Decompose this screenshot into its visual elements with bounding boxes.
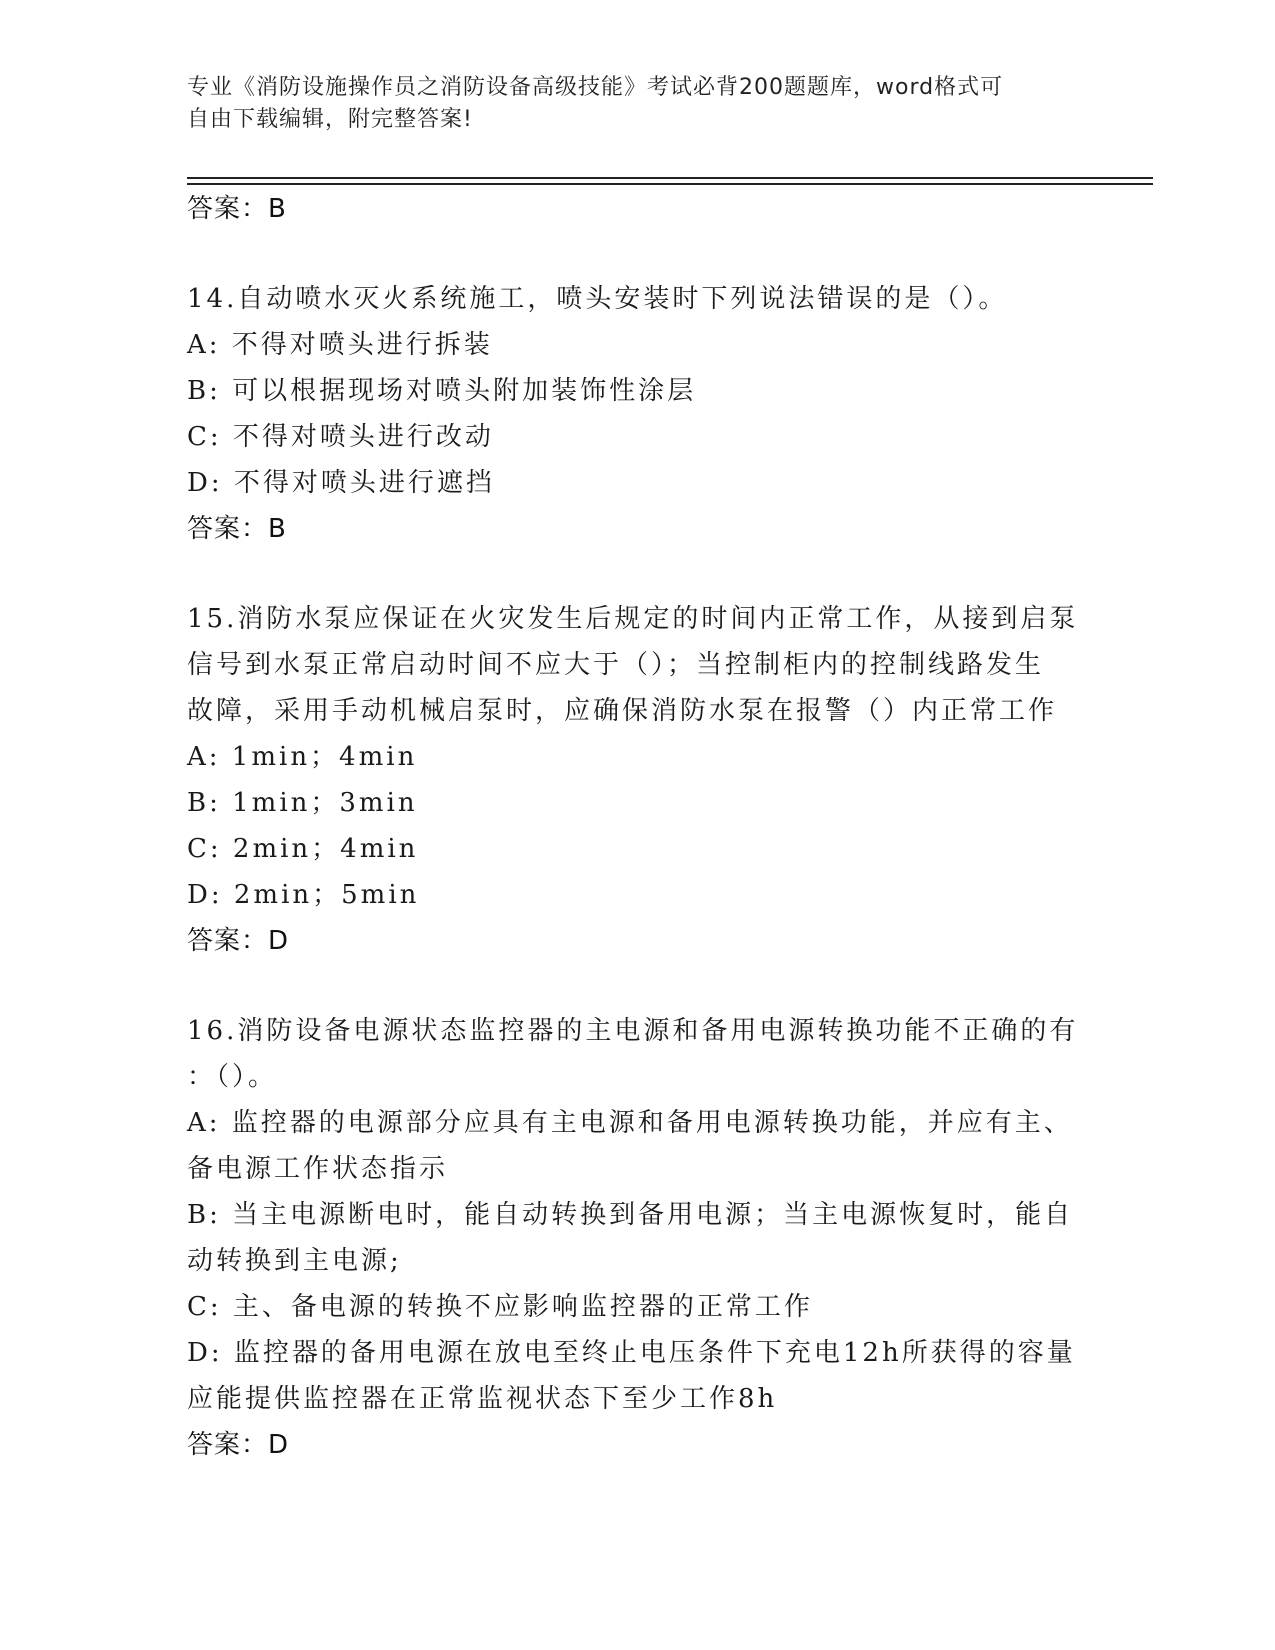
answer-q16: 答案：D xyxy=(187,1430,290,1460)
answer-q15: 答案：D xyxy=(187,926,290,956)
option-b: B: 1min；3min xyxy=(187,788,418,818)
question-15 xyxy=(187,596,1087,964)
header-rule-bottom xyxy=(187,183,1153,185)
question-stem: 信号到水泵正常启动时间不应大于（）；当控制柜内的控制线路发生 xyxy=(187,650,1045,680)
option-d: D: 2min；5min xyxy=(187,880,420,910)
option-c: C: 2min；4min xyxy=(187,834,419,864)
question-list xyxy=(187,186,1087,1468)
option-d-cont: 应能提供监控器在正常监视状态下至少工作8h xyxy=(187,1384,778,1414)
page-header xyxy=(187,72,1067,136)
answer-q13: 答案：B xyxy=(187,194,287,224)
answer-q14: 答案：B xyxy=(187,514,287,544)
header-line-2: 自由下载编辑，附完整答案! xyxy=(187,107,473,132)
option-b-cont: 动转换到主电源; xyxy=(187,1246,402,1276)
question-14 xyxy=(187,276,1087,552)
header-rule-top xyxy=(187,177,1153,179)
option-c: C: 主、备电源的转换不应影响监控器的正常工作 xyxy=(187,1292,813,1322)
question-stem: 14.自动喷水灭火系统施工，喷头安装时下列说法错误的是（）。 xyxy=(187,284,1008,314)
option-a: A: 不得对喷头进行拆装 xyxy=(187,330,493,360)
question-stem: 故障，采用手动机械启泵时，应确保消防水泵在报警（）内正常工作 xyxy=(187,696,1058,726)
option-d: D: 监控器的备用电源在放电至终止电压条件下充电12h所获得的容量 xyxy=(187,1338,1076,1368)
option-b: B: 当主电源断电时，能自动转换到备用电源；当主电源恢复时，能自 xyxy=(187,1200,1074,1230)
question-16 xyxy=(187,1008,1087,1468)
option-a-cont: 备电源工作状态指示 xyxy=(187,1154,449,1184)
option-a: A: 1min；4min xyxy=(187,742,418,772)
question-stem: ：（）。 xyxy=(187,1062,278,1092)
question-stem: 16.消防设备电源状态监控器的主电源和备用电源转换功能不正确的有 xyxy=(187,1016,1079,1046)
option-b: B: 可以根据现场对喷头附加装饰性涂层 xyxy=(187,376,697,406)
option-c: C: 不得对喷头进行改动 xyxy=(187,422,494,452)
option-d: D: 不得对喷头进行遮挡 xyxy=(187,468,495,498)
question-stem: 15.消防水泵应保证在火灾发生后规定的时间内正常工作，从接到启泵 xyxy=(187,604,1079,634)
option-a: A: 监控器的电源部分应具有主电源和备用电源转换功能，并应有主、 xyxy=(187,1108,1073,1138)
header-line-1: 专业《消防设施操作员之消防设备高级技能》考试必背200题题库，word格式可 xyxy=(187,75,1004,100)
